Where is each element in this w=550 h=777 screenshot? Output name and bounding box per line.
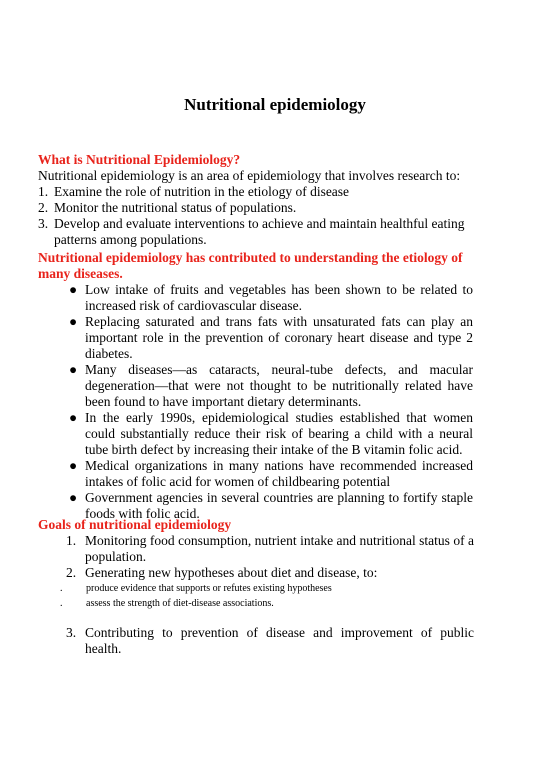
list-item-text: Low intake of fruits and vegetables has been shown to be related to increased risk of cardiovascular disease. [85,282,473,313]
bullet-icon: ● [69,410,78,425]
bullet-list [38,282,473,522]
bullet-icon: ● [69,458,78,473]
numbered-list [38,184,478,248]
list-item-text: Replacing saturated and trans fats with unsaturated fats can play an important role in the prevention of coronary heart disease and type 2 diabetes. [85,314,473,361]
bullet-icon: ● [69,490,78,505]
list-item [38,216,478,248]
list-item [38,184,478,200]
list-item [38,200,478,216]
sub-bullet-icon: . [60,583,63,594]
list-item [65,362,473,410]
list-number: 3. [38,216,49,231]
list-item-text: Medical organizations in many nations have recommended increased intakes of folic acid for women of childbearing potential [85,458,473,489]
list-item [65,282,473,314]
section-heading: Goals of nutritional epidemiology [38,517,232,532]
list-item [65,458,473,490]
goal-item [66,565,474,581]
page-title: Nutritional epidemiology [184,95,366,114]
list-item [65,410,473,458]
goal-item [66,625,474,657]
list-item-text: Examine the role of nutrition in the etiology of disease [54,184,350,199]
section-contributions [38,250,478,522]
bullet-icon: ● [69,282,78,297]
list-item-text: Monitor the nutritional status of populations. [54,200,297,215]
section-what-is [38,152,478,248]
section-heading: Nutritional epidemiology has contributed to understanding the etiology of many diseases. [38,250,463,281]
section-goals [38,517,478,657]
bullet-icon: ● [69,362,78,377]
sub-list-item [60,596,478,611]
list-number: 1. [38,184,49,199]
sub-bullet-icon: . [60,598,63,609]
list-item-text: Develop and evaluate interventions to achieve and maintain healthful eating patterns among populations. [54,216,465,247]
goals-list [38,533,474,581]
list-item-text: Many diseases—as cataracts, neural-tube defects, and macular degeneration—that were not thought to be nutritionally related have been found to have important dietary determinants. [85,362,473,409]
goals-list [38,625,474,657]
goal-text: Monitoring food consumption, nutrient intake and nutritional status of a population. [85,533,474,564]
goal-number: 1. [66,533,77,548]
spacer [38,611,478,625]
sub-list [38,581,478,611]
bullet-icon: ● [69,314,78,329]
goal-text: Generating new hypotheses about diet and disease, to: [85,565,378,580]
list-item [65,314,473,362]
list-number: 2. [38,200,49,215]
sub-list-item [60,581,478,596]
list-item-text: In the early 1990s, epidemiological studies established that women could substantially reduce their risk of bearing a child with a neural tube birth defect by increasing their intake of the B vitamin folic acid. [85,410,473,457]
sub-list-item-text: assess the strength of diet-disease associations. [86,598,274,609]
goal-number: 3. [66,625,77,640]
goal-text: Contributing to prevention of disease and improvement of public health. [85,625,474,656]
list-item-text: Government agencies in several countries are planning to fortify staple foods with folic acid. [85,490,473,521]
section-intro: Nutritional epidemiology is an area of epidemiology that involves research to: [38,168,461,183]
goal-item [66,533,474,565]
sub-list-item-text: produce evidence that supports or refutes existing hypotheses [86,583,332,594]
goal-number: 2. [66,565,77,580]
section-heading: What is Nutritional Epidemiology? [38,152,241,167]
